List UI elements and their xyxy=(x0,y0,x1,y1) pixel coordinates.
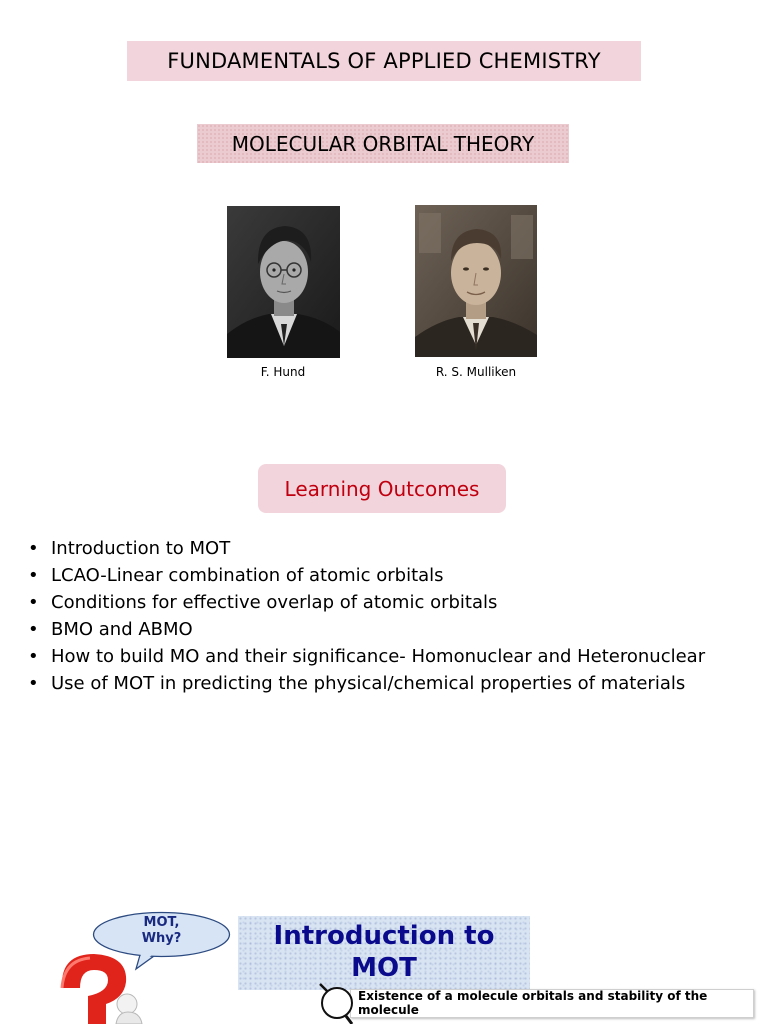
learning-outcomes-heading-text: Learning Outcomes xyxy=(284,476,480,501)
bullet-icon: • xyxy=(28,673,39,694)
bullet-icon: • xyxy=(28,592,39,613)
learning-outcomes-list xyxy=(28,535,748,697)
list-item-text: Conditions for effective overlap of atomic orbitals xyxy=(51,592,498,613)
learning-outcomes-heading xyxy=(258,464,506,513)
page-title-text: FUNDAMENTALS OF APPLIED CHEMISTRY xyxy=(167,49,601,73)
section-subtitle-text: MOLECULAR ORBITAL THEORY xyxy=(231,131,535,156)
mulliken-portrait xyxy=(415,205,537,357)
callout-text: Existence of a molecule orbitals and stability of the molecule xyxy=(358,989,708,1017)
bullet-icon: • xyxy=(28,565,39,586)
bullet-icon: • xyxy=(28,538,39,559)
question-mark-icon xyxy=(50,948,145,1024)
hund-caption: F. Hund xyxy=(260,365,306,379)
mulliken-caption: R. S. Mulliken xyxy=(435,365,517,379)
magnifier-icon xyxy=(312,982,360,1024)
bullet-icon: • xyxy=(28,646,39,667)
list-item xyxy=(28,670,748,697)
list-item xyxy=(28,643,748,670)
list-item-text: Introduction to MOT xyxy=(51,538,231,559)
intro-heading-line-1: Introduction to xyxy=(273,921,495,951)
intro-heading-line-2: MOT xyxy=(351,953,417,983)
section-subtitle xyxy=(197,124,569,163)
list-item-text: LCAO-Linear combination of atomic orbitals xyxy=(51,565,444,586)
list-item xyxy=(28,535,748,562)
list-item xyxy=(28,589,748,616)
bubble-line-1: MOT, xyxy=(143,915,180,930)
hund-portrait xyxy=(227,206,340,358)
bubble-line-2: Why? xyxy=(141,931,182,946)
intro-heading xyxy=(238,920,530,984)
page-title xyxy=(127,41,641,81)
bullet-icon: • xyxy=(28,619,39,640)
list-item xyxy=(28,562,748,589)
list-item-text: Use of MOT in predicting the physical/chemical properties of materials xyxy=(51,673,686,694)
speech-bubble-text xyxy=(92,915,231,947)
list-item-text: How to build MO and their significance- Homonuclear and Heteronuclear xyxy=(51,646,706,667)
list-item xyxy=(28,616,748,643)
list-item-text: BMO and ABMO xyxy=(51,619,193,640)
